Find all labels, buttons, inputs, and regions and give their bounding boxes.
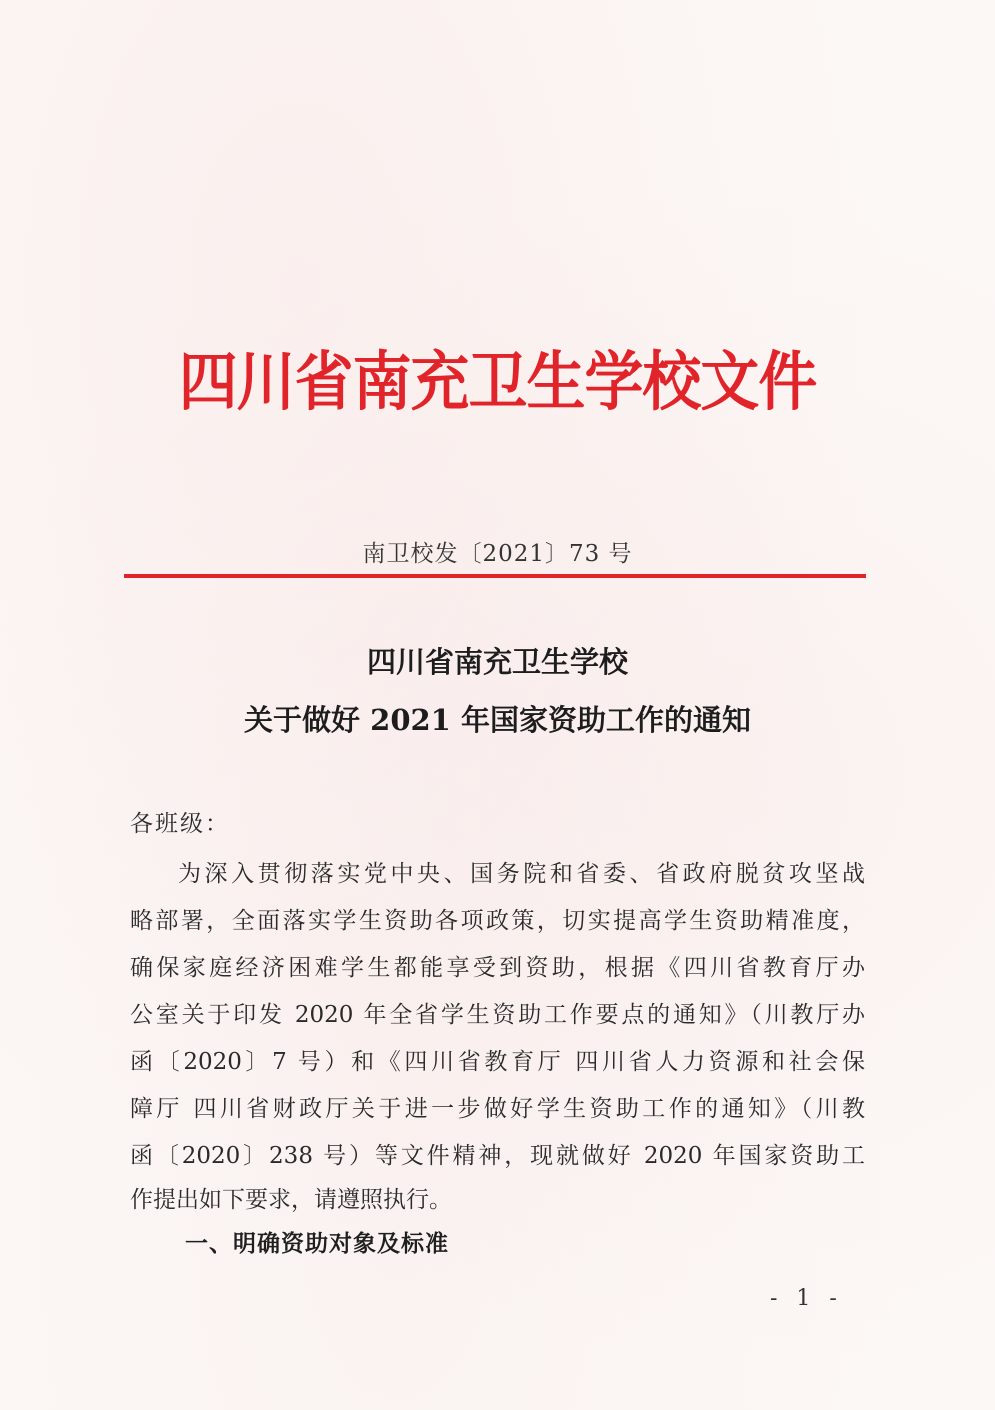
document-masthead: 四川省南充卫生学校文件 [178, 346, 817, 420]
red-divider-line [124, 574, 866, 578]
notice-title-line-2: 关于做好 2021 年国家资助工作的通知 [244, 703, 751, 737]
page-number: - 1 - [770, 1286, 843, 1311]
body-paragraph-line: 函〔2020〕7 号）和《四川省教育厅 四川省人力资源和社会保 [130, 1049, 865, 1075]
body-paragraph-line: 略部署，全面落实学生资助各项政策，切实提高学生资助精准度， [130, 908, 865, 934]
body-paragraph-line: 函〔2020〕238 号）等文件精神，现就做好 2020 年国家资助工 [130, 1143, 865, 1169]
body-paragraph-line: 障厅 四川省财政厅关于进一步做好学生资助工作的通知》（川教 [130, 1096, 865, 1122]
body-paragraph-line: 公室关于印发 2020 年全省学生资助工作要点的通知》（川教厅办 [130, 1002, 865, 1028]
body-paragraph-line: 为深入贯彻落实党中央、国务院和省委、省政府脱贫攻坚战 [178, 861, 865, 887]
notice-title-line-1: 四川省南充卫生学校 [366, 645, 628, 679]
body-paragraph-line: 确保家庭经济困难学生都能享受到资助，根据《四川省教育厅办 [130, 955, 865, 981]
document-number: 南卫校发〔2021〕73 号 [362, 541, 633, 567]
section-heading: 一、明确资助对象及标准 [185, 1231, 449, 1257]
body-paragraph-line: 作提出如下要求，请遵照执行。 [130, 1187, 452, 1213]
salutation: 各班级： [130, 811, 230, 837]
